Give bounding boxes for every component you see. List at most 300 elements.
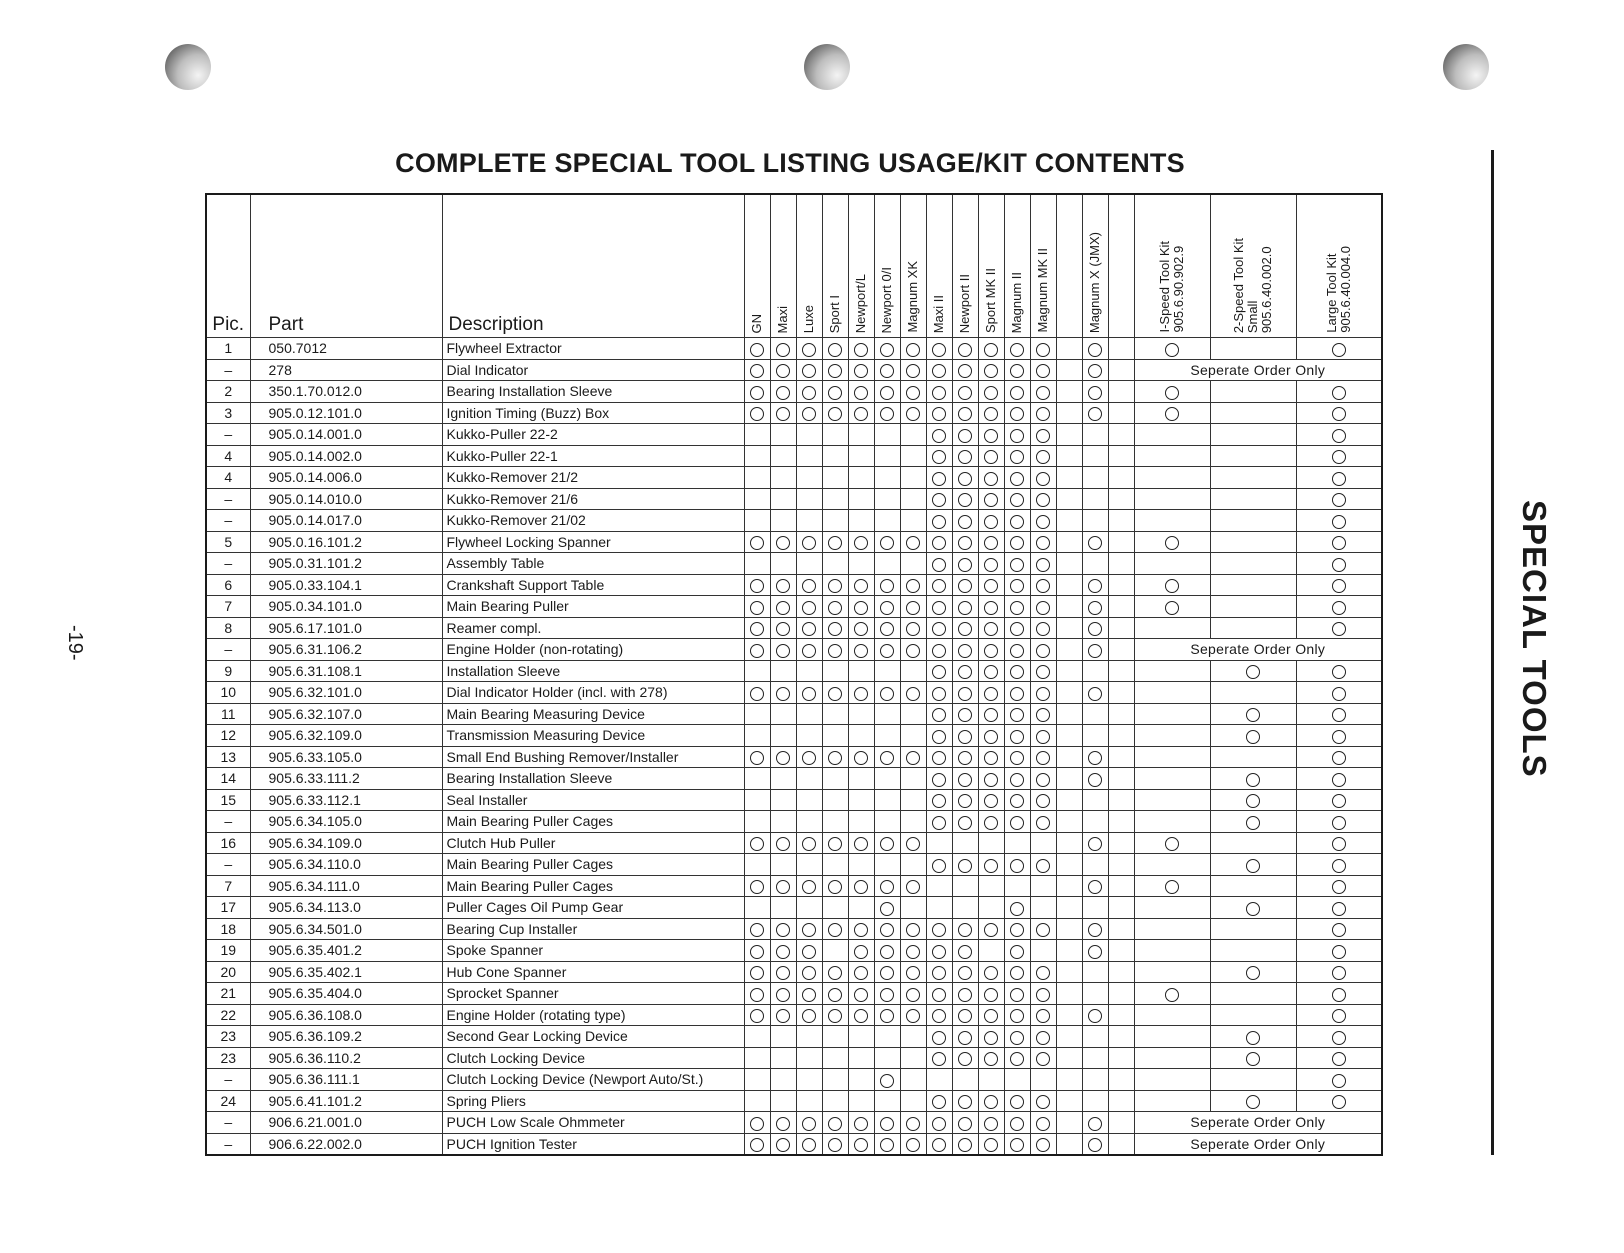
kit-circle-icon	[1246, 1095, 1260, 1109]
usage-circle-icon	[776, 644, 790, 658]
usage-cell	[1108, 402, 1134, 424]
kit-cell	[1210, 961, 1296, 983]
usage-cell	[978, 746, 1004, 768]
usage-circle-icon	[802, 644, 816, 658]
usage-circle-icon	[906, 751, 920, 765]
usage-cell	[744, 381, 770, 403]
kit-cell	[1210, 682, 1296, 704]
usage-circle-icon	[776, 880, 790, 894]
kit-circle-icon	[1165, 579, 1179, 593]
usage-circle-icon	[1010, 708, 1024, 722]
row-description: PUCH Ignition Tester	[442, 1133, 744, 1155]
row-description: PUCH Low Scale Ohmmeter	[442, 1112, 744, 1134]
usage-circle-icon	[958, 1138, 972, 1152]
usage-cell	[952, 574, 978, 596]
usage-circle-icon	[958, 988, 972, 1002]
usage-circle-icon	[854, 687, 868, 701]
kit-cell	[1134, 768, 1210, 790]
usage-circle-icon	[932, 515, 946, 529]
usage-circle-icon	[880, 1009, 894, 1023]
usage-cell	[1056, 768, 1082, 790]
usage-cell	[1082, 1090, 1108, 1112]
kit-circle-icon	[1332, 880, 1346, 894]
usage-cell	[952, 488, 978, 510]
kit-circle-icon	[1246, 730, 1260, 744]
usage-cell	[874, 1026, 900, 1048]
kit-circle-icon	[1332, 773, 1346, 787]
usage-cell	[744, 402, 770, 424]
usage-cell	[900, 617, 926, 639]
kit-cell	[1210, 746, 1296, 768]
usage-cell	[770, 1090, 796, 1112]
usage-cell	[1004, 768, 1030, 790]
kit-cell	[1134, 875, 1210, 897]
usage-circle-icon	[854, 751, 868, 765]
usage-cell	[978, 338, 1004, 360]
row-pic: –	[206, 1112, 250, 1134]
usage-cell	[1030, 617, 1056, 639]
usage-cell	[1056, 789, 1082, 811]
kit-cell	[1134, 789, 1210, 811]
usage-circle-icon	[984, 644, 998, 658]
kit-cell	[1296, 768, 1382, 790]
usage-circle-icon	[1010, 794, 1024, 808]
usage-cell	[822, 381, 848, 403]
usage-circle-icon	[1036, 923, 1050, 937]
kit-cell	[1210, 1090, 1296, 1112]
usage-cell	[952, 1112, 978, 1134]
usage-cell	[1030, 574, 1056, 596]
row-description: Flywheel Locking Spanner	[442, 531, 744, 553]
usage-cell	[1030, 553, 1056, 575]
punch-hole-right	[1443, 44, 1489, 90]
kit-circle-icon	[1332, 859, 1346, 873]
usage-cell	[796, 875, 822, 897]
row-pic: 11	[206, 703, 250, 725]
usage-cell	[796, 596, 822, 618]
usage-cell	[1004, 854, 1030, 876]
usage-cell	[978, 574, 1004, 596]
usage-cell	[848, 1004, 874, 1026]
usage-circle-icon	[854, 1009, 868, 1023]
separate-order-note: Seperate Order Only	[1134, 1112, 1382, 1134]
usage-cell	[1004, 359, 1030, 381]
usage-circle-icon	[854, 407, 868, 421]
usage-cell	[874, 660, 900, 682]
kit-cell	[1296, 875, 1382, 897]
usage-cell	[822, 725, 848, 747]
usage-cell	[1082, 531, 1108, 553]
usage-cell	[952, 918, 978, 940]
row-part: 905.6.34.105.0	[250, 811, 442, 833]
usage-cell	[1056, 617, 1082, 639]
row-part: 905.6.34.113.0	[250, 897, 442, 919]
usage-cell	[1108, 983, 1134, 1005]
usage-circle-icon	[1010, 601, 1024, 615]
usage-cell	[848, 811, 874, 833]
usage-cell	[822, 1133, 848, 1155]
row-description: Flywheel Extractor	[442, 338, 744, 360]
usage-cell	[1030, 875, 1056, 897]
kit-cell	[1134, 918, 1210, 940]
kit-circle-icon	[1165, 386, 1179, 400]
usage-cell	[744, 445, 770, 467]
usage-circle-icon	[984, 429, 998, 443]
usage-cell	[744, 1047, 770, 1069]
kit-cell	[1210, 725, 1296, 747]
usage-circle-icon	[854, 923, 868, 937]
kit-circle-icon	[1332, 794, 1346, 808]
usage-cell	[900, 596, 926, 618]
usage-circle-icon	[1010, 1031, 1024, 1045]
usage-cell	[978, 1047, 1004, 1069]
usage-cell	[1056, 510, 1082, 532]
usage-cell	[822, 1090, 848, 1112]
usage-circle-icon	[1036, 687, 1050, 701]
usage-circle-icon	[1036, 1138, 1050, 1152]
usage-cell	[978, 897, 1004, 919]
punch-hole-left	[165, 44, 211, 90]
usage-cell	[770, 1133, 796, 1155]
usage-cell	[900, 381, 926, 403]
usage-cell	[822, 897, 848, 919]
table-row	[206, 359, 1382, 381]
usage-cell	[848, 510, 874, 532]
kit-circle-icon	[1332, 1052, 1346, 1066]
usage-circle-icon	[1036, 558, 1050, 572]
usage-cell	[1030, 682, 1056, 704]
usage-cell	[848, 897, 874, 919]
row-pic: 12	[206, 725, 250, 747]
usage-cell	[952, 1133, 978, 1155]
kit-cell	[1296, 1069, 1382, 1091]
table-row	[206, 1133, 1382, 1155]
usage-cell	[874, 488, 900, 510]
usage-circle-icon	[932, 579, 946, 593]
side-rule	[1491, 150, 1494, 1155]
usage-cell	[744, 1004, 770, 1026]
usage-circle-icon	[958, 816, 972, 830]
kit-cell	[1134, 746, 1210, 768]
kit-cell	[1296, 918, 1382, 940]
usage-cell	[874, 832, 900, 854]
usage-cell	[848, 703, 874, 725]
usage-cell	[926, 940, 952, 962]
usage-cell	[1056, 488, 1082, 510]
usage-circle-icon	[958, 515, 972, 529]
usage-circle-icon	[776, 988, 790, 1002]
row-description: Dial Indicator Holder (incl. with 278)	[442, 682, 744, 704]
row-description: Clutch Hub Puller	[442, 832, 744, 854]
kit-cell	[1134, 1004, 1210, 1026]
usage-cell	[1056, 1133, 1082, 1155]
usage-cell	[978, 811, 1004, 833]
table-row	[206, 1047, 1382, 1069]
kit-cell	[1296, 725, 1382, 747]
usage-circle-icon	[854, 988, 868, 1002]
usage-circle-icon	[932, 665, 946, 679]
usage-circle-icon	[828, 1138, 842, 1152]
kit-cell	[1210, 467, 1296, 489]
table-row	[206, 424, 1382, 446]
usage-cell	[1082, 510, 1108, 532]
usage-cell	[848, 1133, 874, 1155]
usage-cell	[926, 639, 952, 661]
usage-cell	[978, 768, 1004, 790]
usage-cell	[874, 854, 900, 876]
usage-circle-icon	[750, 407, 764, 421]
usage-circle-icon	[958, 945, 972, 959]
usage-circle-icon	[984, 816, 998, 830]
usage-circle-icon	[906, 601, 920, 615]
row-pic: –	[206, 639, 250, 661]
usage-cell	[822, 467, 848, 489]
usage-circle-icon	[958, 665, 972, 679]
usage-cell	[796, 488, 822, 510]
usage-circle-icon	[802, 386, 816, 400]
usage-cell	[1108, 725, 1134, 747]
kit-cell	[1296, 1004, 1382, 1026]
table-row	[206, 596, 1382, 618]
kit-cell	[1296, 381, 1382, 403]
row-description: Puller Cages Oil Pump Gear	[442, 897, 744, 919]
usage-circle-icon	[880, 386, 894, 400]
usage-circle-icon	[1088, 880, 1102, 894]
kit-circle-icon	[1332, 343, 1346, 357]
usage-circle-icon	[984, 343, 998, 357]
usage-cell	[822, 1026, 848, 1048]
usage-cell	[796, 1004, 822, 1026]
usage-circle-icon	[984, 687, 998, 701]
row-pic: 10	[206, 682, 250, 704]
usage-cell	[874, 897, 900, 919]
usage-cell	[900, 359, 926, 381]
usage-cell	[874, 746, 900, 768]
kit-cell	[1210, 488, 1296, 510]
row-description: Bearing Installation Sleeve	[442, 381, 744, 403]
usage-cell	[796, 725, 822, 747]
usage-cell	[952, 875, 978, 897]
usage-circle-icon	[750, 579, 764, 593]
row-part: 905.6.17.101.0	[250, 617, 442, 639]
row-part: 905.0.14.017.0	[250, 510, 442, 532]
usage-cell	[744, 1090, 770, 1112]
kit-circle-icon	[1332, 579, 1346, 593]
usage-circle-icon	[958, 687, 972, 701]
usage-cell	[926, 961, 952, 983]
usage-circle-icon	[958, 493, 972, 507]
usage-circle-icon	[1036, 794, 1050, 808]
usage-cell	[744, 961, 770, 983]
usage-circle-icon	[932, 343, 946, 357]
kit-cell	[1210, 703, 1296, 725]
usage-cell	[744, 832, 770, 854]
usage-cell	[1082, 1112, 1108, 1134]
usage-cell	[1108, 553, 1134, 575]
kit-cell	[1296, 746, 1382, 768]
usage-cell	[796, 1069, 822, 1091]
usage-circle-icon	[750, 880, 764, 894]
usage-cell	[1030, 1112, 1056, 1134]
side-title: SPECIAL TOOLS	[1516, 500, 1553, 778]
usage-cell	[848, 682, 874, 704]
usage-circle-icon	[802, 966, 816, 980]
kit-circle-icon	[1246, 902, 1260, 916]
row-part: 905.0.12.101.0	[250, 402, 442, 424]
usage-cell	[1004, 832, 1030, 854]
usage-cell	[952, 703, 978, 725]
usage-circle-icon	[932, 773, 946, 787]
usage-circle-icon	[802, 1117, 816, 1131]
usage-cell	[770, 961, 796, 983]
usage-circle-icon	[932, 472, 946, 486]
usage-circle-icon	[932, 816, 946, 830]
kit-circle-icon	[1332, 493, 1346, 507]
kit-cell	[1210, 381, 1296, 403]
usage-cell	[1082, 553, 1108, 575]
table-row	[206, 574, 1382, 596]
usage-cell	[744, 1112, 770, 1134]
usage-cell	[978, 703, 1004, 725]
usage-cell	[770, 660, 796, 682]
kit-circle-icon	[1332, 837, 1346, 851]
usage-circle-icon	[932, 859, 946, 873]
usage-circle-icon	[776, 923, 790, 937]
usage-cell	[952, 854, 978, 876]
usage-circle-icon	[1088, 601, 1102, 615]
usage-cell	[1056, 703, 1082, 725]
header-kit-1: I-Speed Tool Kit 905.6.90.902.9	[1134, 194, 1210, 338]
usage-circle-icon	[1010, 536, 1024, 550]
usage-cell	[822, 531, 848, 553]
usage-cell	[1030, 703, 1056, 725]
usage-circle-icon	[984, 859, 998, 873]
usage-cell	[1082, 897, 1108, 919]
usage-circle-icon	[802, 364, 816, 378]
usage-cell	[874, 768, 900, 790]
usage-cell	[1030, 488, 1056, 510]
kit-circle-icon	[1332, 708, 1346, 722]
usage-circle-icon	[1036, 644, 1050, 658]
usage-cell	[952, 381, 978, 403]
usage-circle-icon	[1088, 386, 1102, 400]
usage-cell	[1056, 961, 1082, 983]
header-model-gn: GN	[744, 194, 770, 338]
usage-circle-icon	[906, 837, 920, 851]
usage-cell	[1082, 488, 1108, 510]
usage-circle-icon	[1010, 1095, 1024, 1109]
kit-cell	[1134, 510, 1210, 532]
usage-cell	[796, 768, 822, 790]
usage-cell	[900, 746, 926, 768]
usage-cell	[822, 789, 848, 811]
usage-circle-icon	[750, 622, 764, 636]
usage-circle-icon	[984, 1138, 998, 1152]
usage-cell	[926, 467, 952, 489]
usage-circle-icon	[750, 536, 764, 550]
header-model-blank-14	[1108, 194, 1134, 338]
usage-cell	[1082, 467, 1108, 489]
usage-cell	[822, 617, 848, 639]
kit-cell	[1296, 940, 1382, 962]
usage-cell	[1082, 1069, 1108, 1091]
usage-cell	[1108, 961, 1134, 983]
usage-cell	[1108, 445, 1134, 467]
usage-cell	[978, 1133, 1004, 1155]
usage-circle-icon	[958, 1117, 972, 1131]
usage-cell	[1004, 1133, 1030, 1155]
usage-cell	[822, 832, 848, 854]
usage-cell	[770, 768, 796, 790]
usage-circle-icon	[1036, 493, 1050, 507]
usage-cell	[900, 424, 926, 446]
usage-cell	[1030, 445, 1056, 467]
usage-cell	[770, 467, 796, 489]
row-pic: 14	[206, 768, 250, 790]
header-model-magnum-x-jmx-: Magnum X (JMX)	[1082, 194, 1108, 338]
usage-circle-icon	[802, 601, 816, 615]
row-pic: –	[206, 811, 250, 833]
usage-cell	[848, 531, 874, 553]
row-part: 905.6.35.402.1	[250, 961, 442, 983]
kit-circle-icon	[1332, 751, 1346, 765]
usage-circle-icon	[880, 343, 894, 357]
usage-cell	[874, 553, 900, 575]
usage-cell	[744, 359, 770, 381]
usage-cell	[1030, 983, 1056, 1005]
usage-cell	[1082, 961, 1108, 983]
usage-circle-icon	[932, 1052, 946, 1066]
usage-cell	[874, 639, 900, 661]
usage-circle-icon	[958, 751, 972, 765]
usage-cell	[926, 1133, 952, 1155]
usage-circle-icon	[1010, 407, 1024, 421]
page-number: -19-	[64, 625, 86, 661]
table-row	[206, 983, 1382, 1005]
usage-cell	[848, 574, 874, 596]
usage-circle-icon	[932, 751, 946, 765]
usage-circle-icon	[854, 644, 868, 658]
usage-cell	[900, 789, 926, 811]
usage-cell	[900, 1112, 926, 1134]
usage-cell	[822, 682, 848, 704]
row-description: Main Bearing Puller	[442, 596, 744, 618]
usage-cell	[770, 402, 796, 424]
usage-circle-icon	[1088, 687, 1102, 701]
usage-cell	[848, 1069, 874, 1091]
kit-cell	[1296, 983, 1382, 1005]
usage-circle-icon	[906, 407, 920, 421]
usage-circle-icon	[750, 1009, 764, 1023]
usage-cell	[744, 703, 770, 725]
table-row	[206, 746, 1382, 768]
row-pic: 5	[206, 531, 250, 553]
table-row	[206, 1004, 1382, 1026]
usage-cell	[952, 940, 978, 962]
row-part: 050.7012	[250, 338, 442, 360]
usage-cell	[1082, 682, 1108, 704]
row-part: 906.6.21.001.0	[250, 1112, 442, 1134]
usage-circle-icon	[776, 343, 790, 357]
kit-circle-icon	[1332, 945, 1346, 959]
usage-cell	[822, 1069, 848, 1091]
usage-circle-icon	[1036, 450, 1050, 464]
usage-cell	[900, 1047, 926, 1069]
usage-cell	[874, 1047, 900, 1069]
usage-cell	[796, 660, 822, 682]
usage-cell	[822, 854, 848, 876]
usage-cell	[1004, 1026, 1030, 1048]
